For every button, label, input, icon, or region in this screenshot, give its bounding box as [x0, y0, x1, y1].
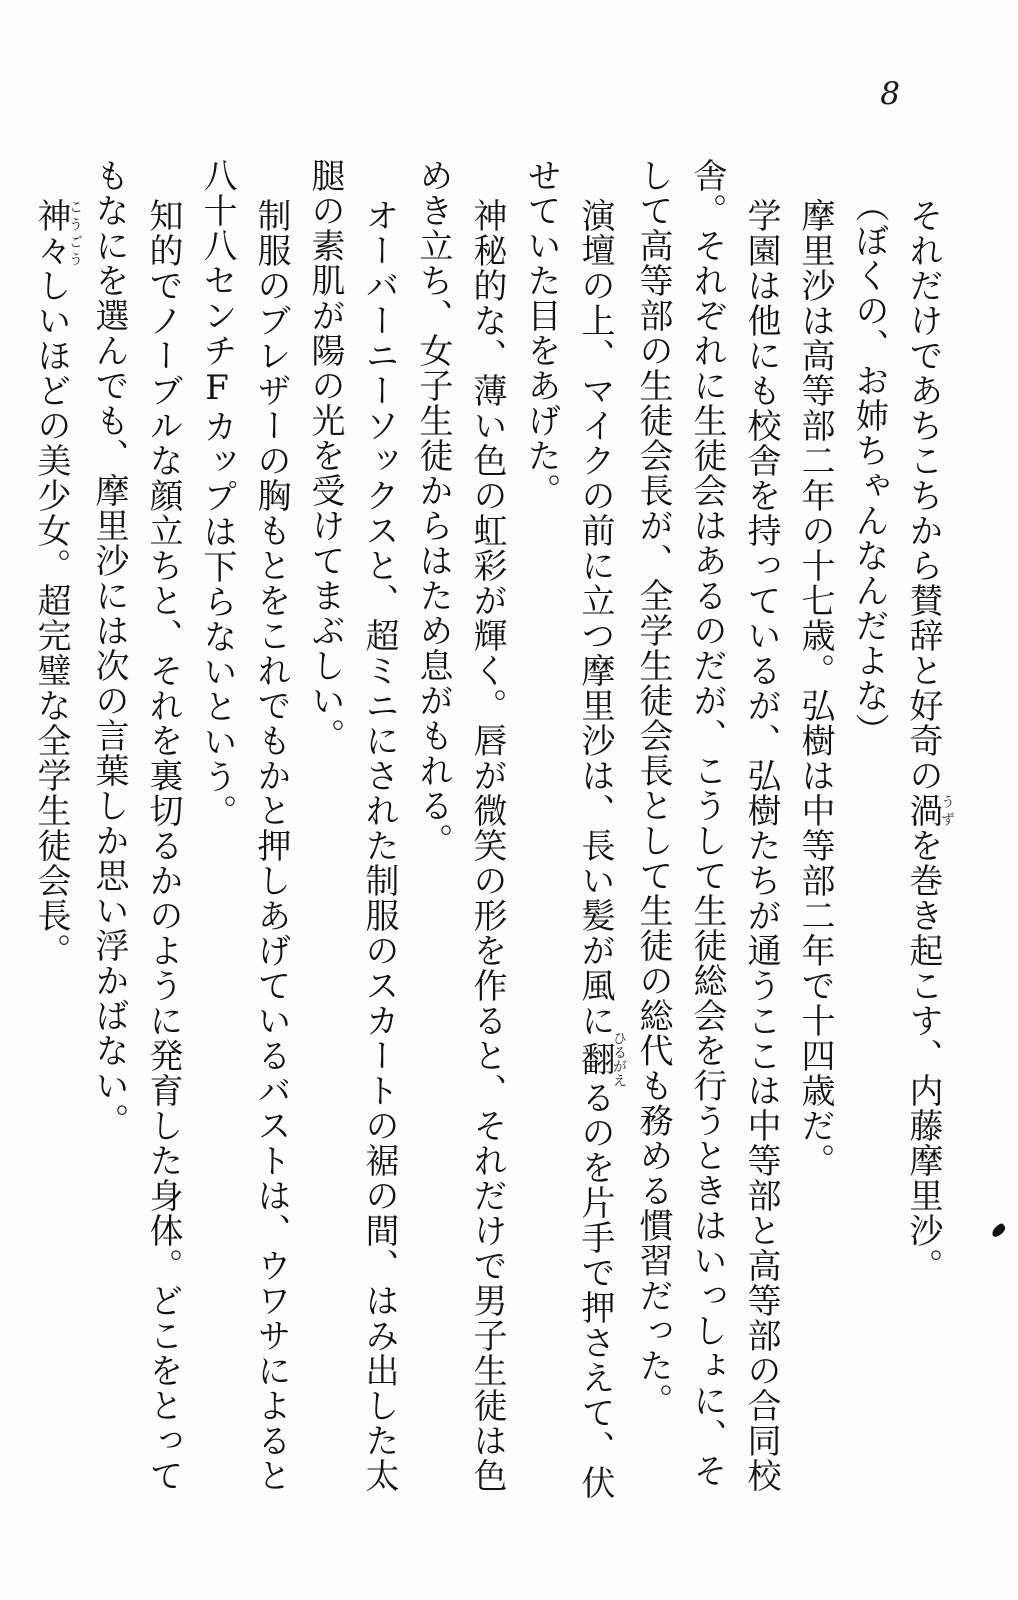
text-line: オーバーニーソックスと、超ミニにされた制服のスカートの裾の間、はみ出した太: [359, 198, 399, 1493]
text-line: （ぼくの、お姉ちゃんなんだよな）: [849, 188, 889, 748]
vertical-text-body: [30, 158, 954, 1510]
text-line: 制服のブレザーの胸もとをこれでもかと押しあげているバストは、ウワサによると: [251, 198, 291, 1493]
text-line: 演壇の上、マイクの前に立つ摩里沙は、長い髪が風に翻ひるがえるのを片手で押さえて、伏: [575, 198, 627, 1500]
text-line: 神秘的な、薄い色の虹彩が輝く。唇が微笑の形を作ると、それだけで男子生徒は色: [467, 198, 507, 1493]
text-line: もなにを選んでも、摩里沙には次の言葉しか思い浮かばない。: [89, 158, 129, 1138]
ruby-base: 翻ひるがえ: [575, 1031, 627, 1087]
ruby-base: 神々こうごう: [31, 198, 83, 268]
furigana: ひるがえ: [611, 1031, 627, 1087]
text-line: 腿の素肌が陽の光を受けてまぶしい。: [305, 158, 345, 753]
text-line: 学園は他にも校舎を持っているが、弘樹たちが通うここは中等部と高等部の合同校: [741, 198, 781, 1493]
furigana: こうごう: [67, 198, 83, 268]
text-line: せていた目をあげた。: [521, 158, 561, 508]
ink-speck: [990, 1222, 1007, 1238]
furigana: うず: [939, 793, 955, 828]
ruby-base: 渦うず: [903, 793, 955, 828]
text-line: 知的でノーブルな顔立ちと、それを裏切るかのように発育した身体。どこをとって: [143, 198, 183, 1493]
text-line: 摩里沙は高等部二年の十七歳。弘樹は中等部二年で十四歳だ。: [795, 198, 835, 1178]
text-line: 舎。それぞれに生徒会はあるのだが、こうして生徒総会を行うときはいっしょに、そ: [687, 158, 727, 1488]
text-line: 神々こうごうしいほどの美少女。超完璧な全学生徒会長。: [31, 198, 83, 968]
text-line: 八十八センチFカップは下らないという。: [197, 158, 237, 829]
page-number: 8: [880, 76, 900, 112]
text-line: めき立ち、女子生徒からはため息がもれる。: [413, 158, 453, 858]
text-line: それだけであちこちから賛辞と好奇の渦うずを巻き起こす、内藤摩里沙。: [903, 198, 955, 1283]
text-line: して高等部の生徒会長が、全学生徒会長として生徒の総代も務める慣習だった。: [633, 158, 673, 1418]
